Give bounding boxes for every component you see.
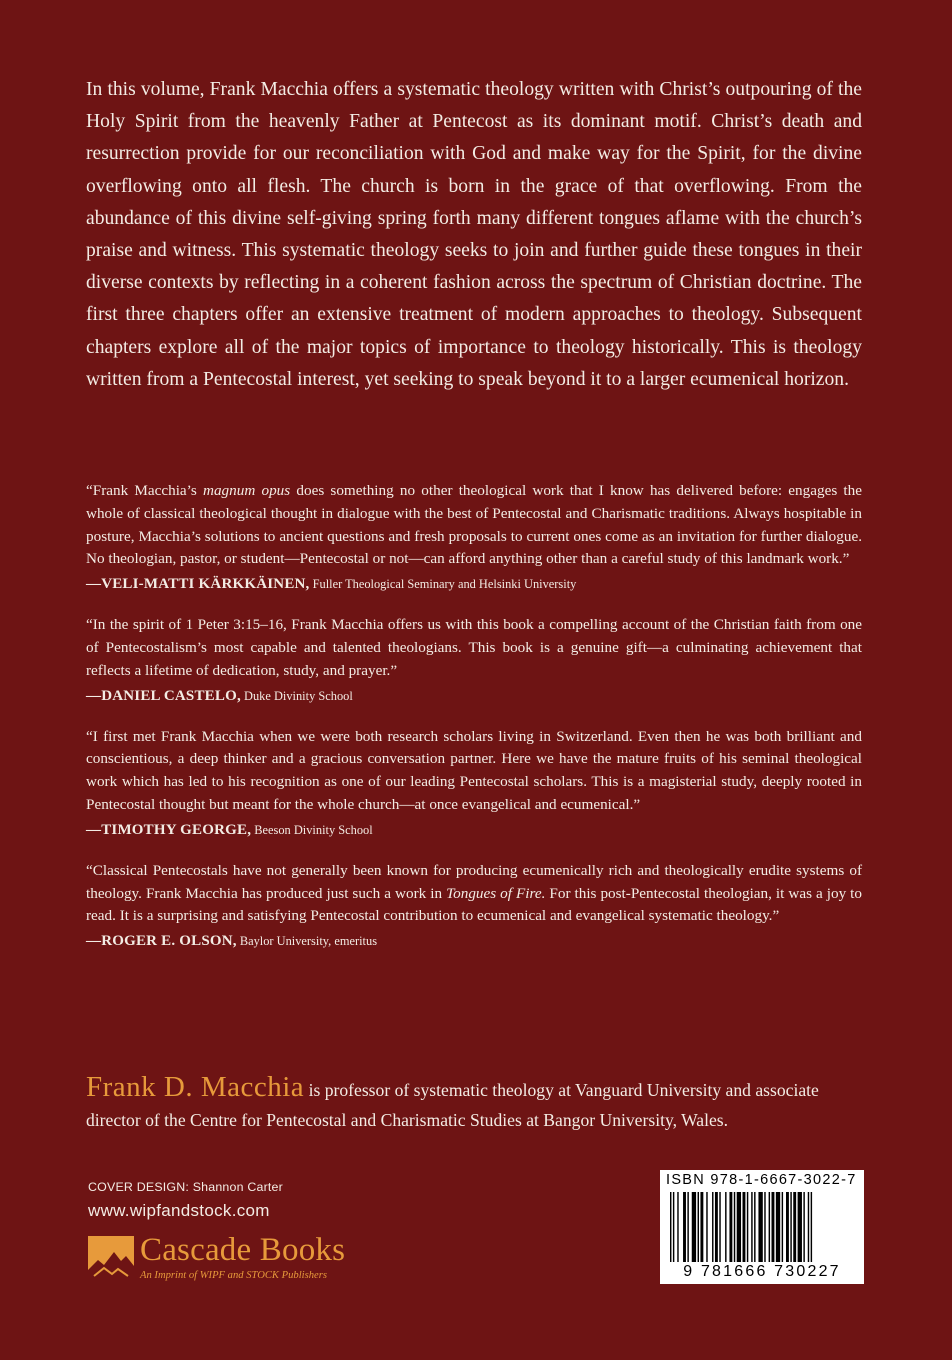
publisher-name: Cascade Books [140, 1232, 346, 1268]
barcode-bar [692, 1192, 696, 1262]
endorsement-quote: “I first met Frank Macchia when we were both research scholars living in Switzerland. Even then he was both brilliant and conscientious, a deep thinker and a gracious conversation partner. Here we have the mature fruits of his seminal theological work which has led to his recognition as one of our leading Pentecostal scholars. This is a magisterial study, deeply rooted in Pentecostal thought but meant for the whole church—at once evangelical and ecumenical.” [86, 727, 862, 813]
barcode-bar [764, 1192, 765, 1262]
cover-design-credit: COVER DESIGN: Shannon Carter [88, 1180, 283, 1194]
barcode-bar [712, 1192, 713, 1262]
barcode-bar [670, 1192, 671, 1262]
barcode-bar [729, 1192, 732, 1262]
endorser-affiliation: Duke Divinity School [240, 688, 353, 703]
barcode-bar [743, 1192, 746, 1262]
endorsement-attribution [86, 684, 862, 708]
barcode-bar [786, 1192, 789, 1262]
endorser-name: —TIMOTHY GEORGE, [86, 821, 252, 838]
barcode-bar [677, 1192, 678, 1262]
endorsement-quote: “Classical Pentecostals have not generally been known for producing ecumenically rich and theologically erudite systems of theology. Frank Macchia has produced just such a work in Tongues of Fire. For this post-Pentecostal theologian, it was a joy to read. It is a surprising and satisfying Pentecostal contribution to ecumenical and evangelical systematic theology.” [86, 861, 862, 925]
barcode-bar [772, 1192, 775, 1262]
endorser-name: —DANIEL CASTELO, [86, 687, 241, 704]
author-name: Frank D. Macchia [86, 1071, 305, 1103]
barcode-bar [790, 1192, 791, 1262]
barcode-bar [758, 1192, 762, 1262]
endorser-name: —VELI-MATTI KÄRKKÄINEN, [86, 576, 310, 593]
endorsement [86, 480, 862, 596]
book-description: In this volume, Frank Macchia offers a systematic theology written with Christ’s outpouring of the Holy Spirit from the heavenly Father at Pentecost as its dominant motif. Christ’s death and resurrection provide for our reconciliation with God and make way for the Spirit, for the divine overflowing onto all flesh. The church is born in the grace of that overflowing. From the abundance of this divine self-giving spring forth many different tongues aflame with the church’s praise and witness. This systematic theology seeks to join and further guide these tongues in their diverse contexts by reflecting in a coherent fashion across the spectrum of Christian doctrine. The first three chapters offer an extensive treatment of modern approaches to theology. Subsequent chapters explore all of the major topics of importance to theology historically. This is theology written from a Pentecostal interest, yet seeking to speak beyond it to a larger ecumenical horizon. [86, 79, 862, 390]
publisher-logo [88, 1232, 388, 1290]
endorser-name: —ROGER E. OLSON, [86, 933, 237, 950]
endorsement [86, 860, 862, 953]
barcode-bar [719, 1192, 720, 1262]
barcode-bar [808, 1192, 809, 1262]
barcode-bar [751, 1192, 752, 1262]
endorsement [86, 614, 862, 707]
publisher-tagline: An Imprint of WIPF and STOCK Publishers [140, 1270, 327, 1281]
endorser-affiliation: Beeson Divinity School [251, 822, 373, 837]
barcode-bar [747, 1192, 748, 1262]
endorser-affiliation: Fuller Theological Seminary and Helsinki University [309, 577, 577, 592]
barcode-bar [683, 1192, 686, 1262]
endorsement-quote: “Frank Macchia’s magnum opus does something no other theological work that I know has delivered before: engages the whole of classical theological thought in dialogue with the best of Pentecostal and Charismatic traditions. Always hospitable in posture, Macchia’s solutions to ancient questions and fresh proposals to current ones come as an invitation for further dialogue. No theologian, pastor, or student—Pentecostal or not—can afford anything other than a careful study of this landmark work.” [86, 482, 862, 568]
endorsement-quote: “In the spirit of 1 Peter 3:15–16, Frank Macchia offers us with this book a compelling account of the Christian faith from one of Pentecostalism’s most capable and talented theologians. This book is a genuine gift—a culminating achievement that reflects a lifetime of dedication, study, and prayer.” [86, 616, 862, 679]
barcode-icon [670, 1192, 854, 1264]
mountain-logo-icon [88, 1236, 136, 1282]
barcode-bar [811, 1192, 812, 1262]
barcode-bar [782, 1192, 783, 1262]
barcode-bar [737, 1192, 741, 1262]
barcode-bar [673, 1192, 674, 1262]
isbn-barcode [660, 1170, 864, 1284]
barcode-bar [769, 1192, 770, 1262]
endorsement-attribution [86, 572, 862, 596]
barcode-bar [734, 1192, 735, 1262]
barcode-bar [793, 1192, 796, 1262]
endorser-affiliation: Baylor University, emeritus [236, 934, 378, 949]
endorsements [86, 480, 862, 971]
endorsement-attribution [86, 929, 862, 953]
barcode-bar [803, 1192, 804, 1262]
isbn-number: ISBN 978-1-6667-3022-7 [666, 1172, 857, 1188]
barcode-bar [776, 1192, 780, 1262]
credits [88, 1179, 283, 1224]
barcode-bar [687, 1192, 688, 1262]
author-bio-text: is professor of systematic theology at Vanguard University and associate director of the Centre for Pentecostal and Charismatic Studies at Bangor University, Wales. [86, 1080, 819, 1130]
barcode-digits: 9 781666 730227 [683, 1263, 841, 1280]
barcode-bar [725, 1192, 726, 1262]
barcode-bar [715, 1192, 718, 1262]
endorsement-attribution [86, 818, 862, 842]
barcode-bar [798, 1192, 802, 1262]
barcode-bar [754, 1192, 755, 1262]
endorsement [86, 726, 862, 842]
author-bio [86, 1072, 862, 1135]
barcode-bar [706, 1192, 707, 1262]
barcode-bar [700, 1192, 703, 1262]
barcode-bar [698, 1192, 699, 1262]
publisher-website: www.wipfandstock.com [88, 1201, 270, 1220]
